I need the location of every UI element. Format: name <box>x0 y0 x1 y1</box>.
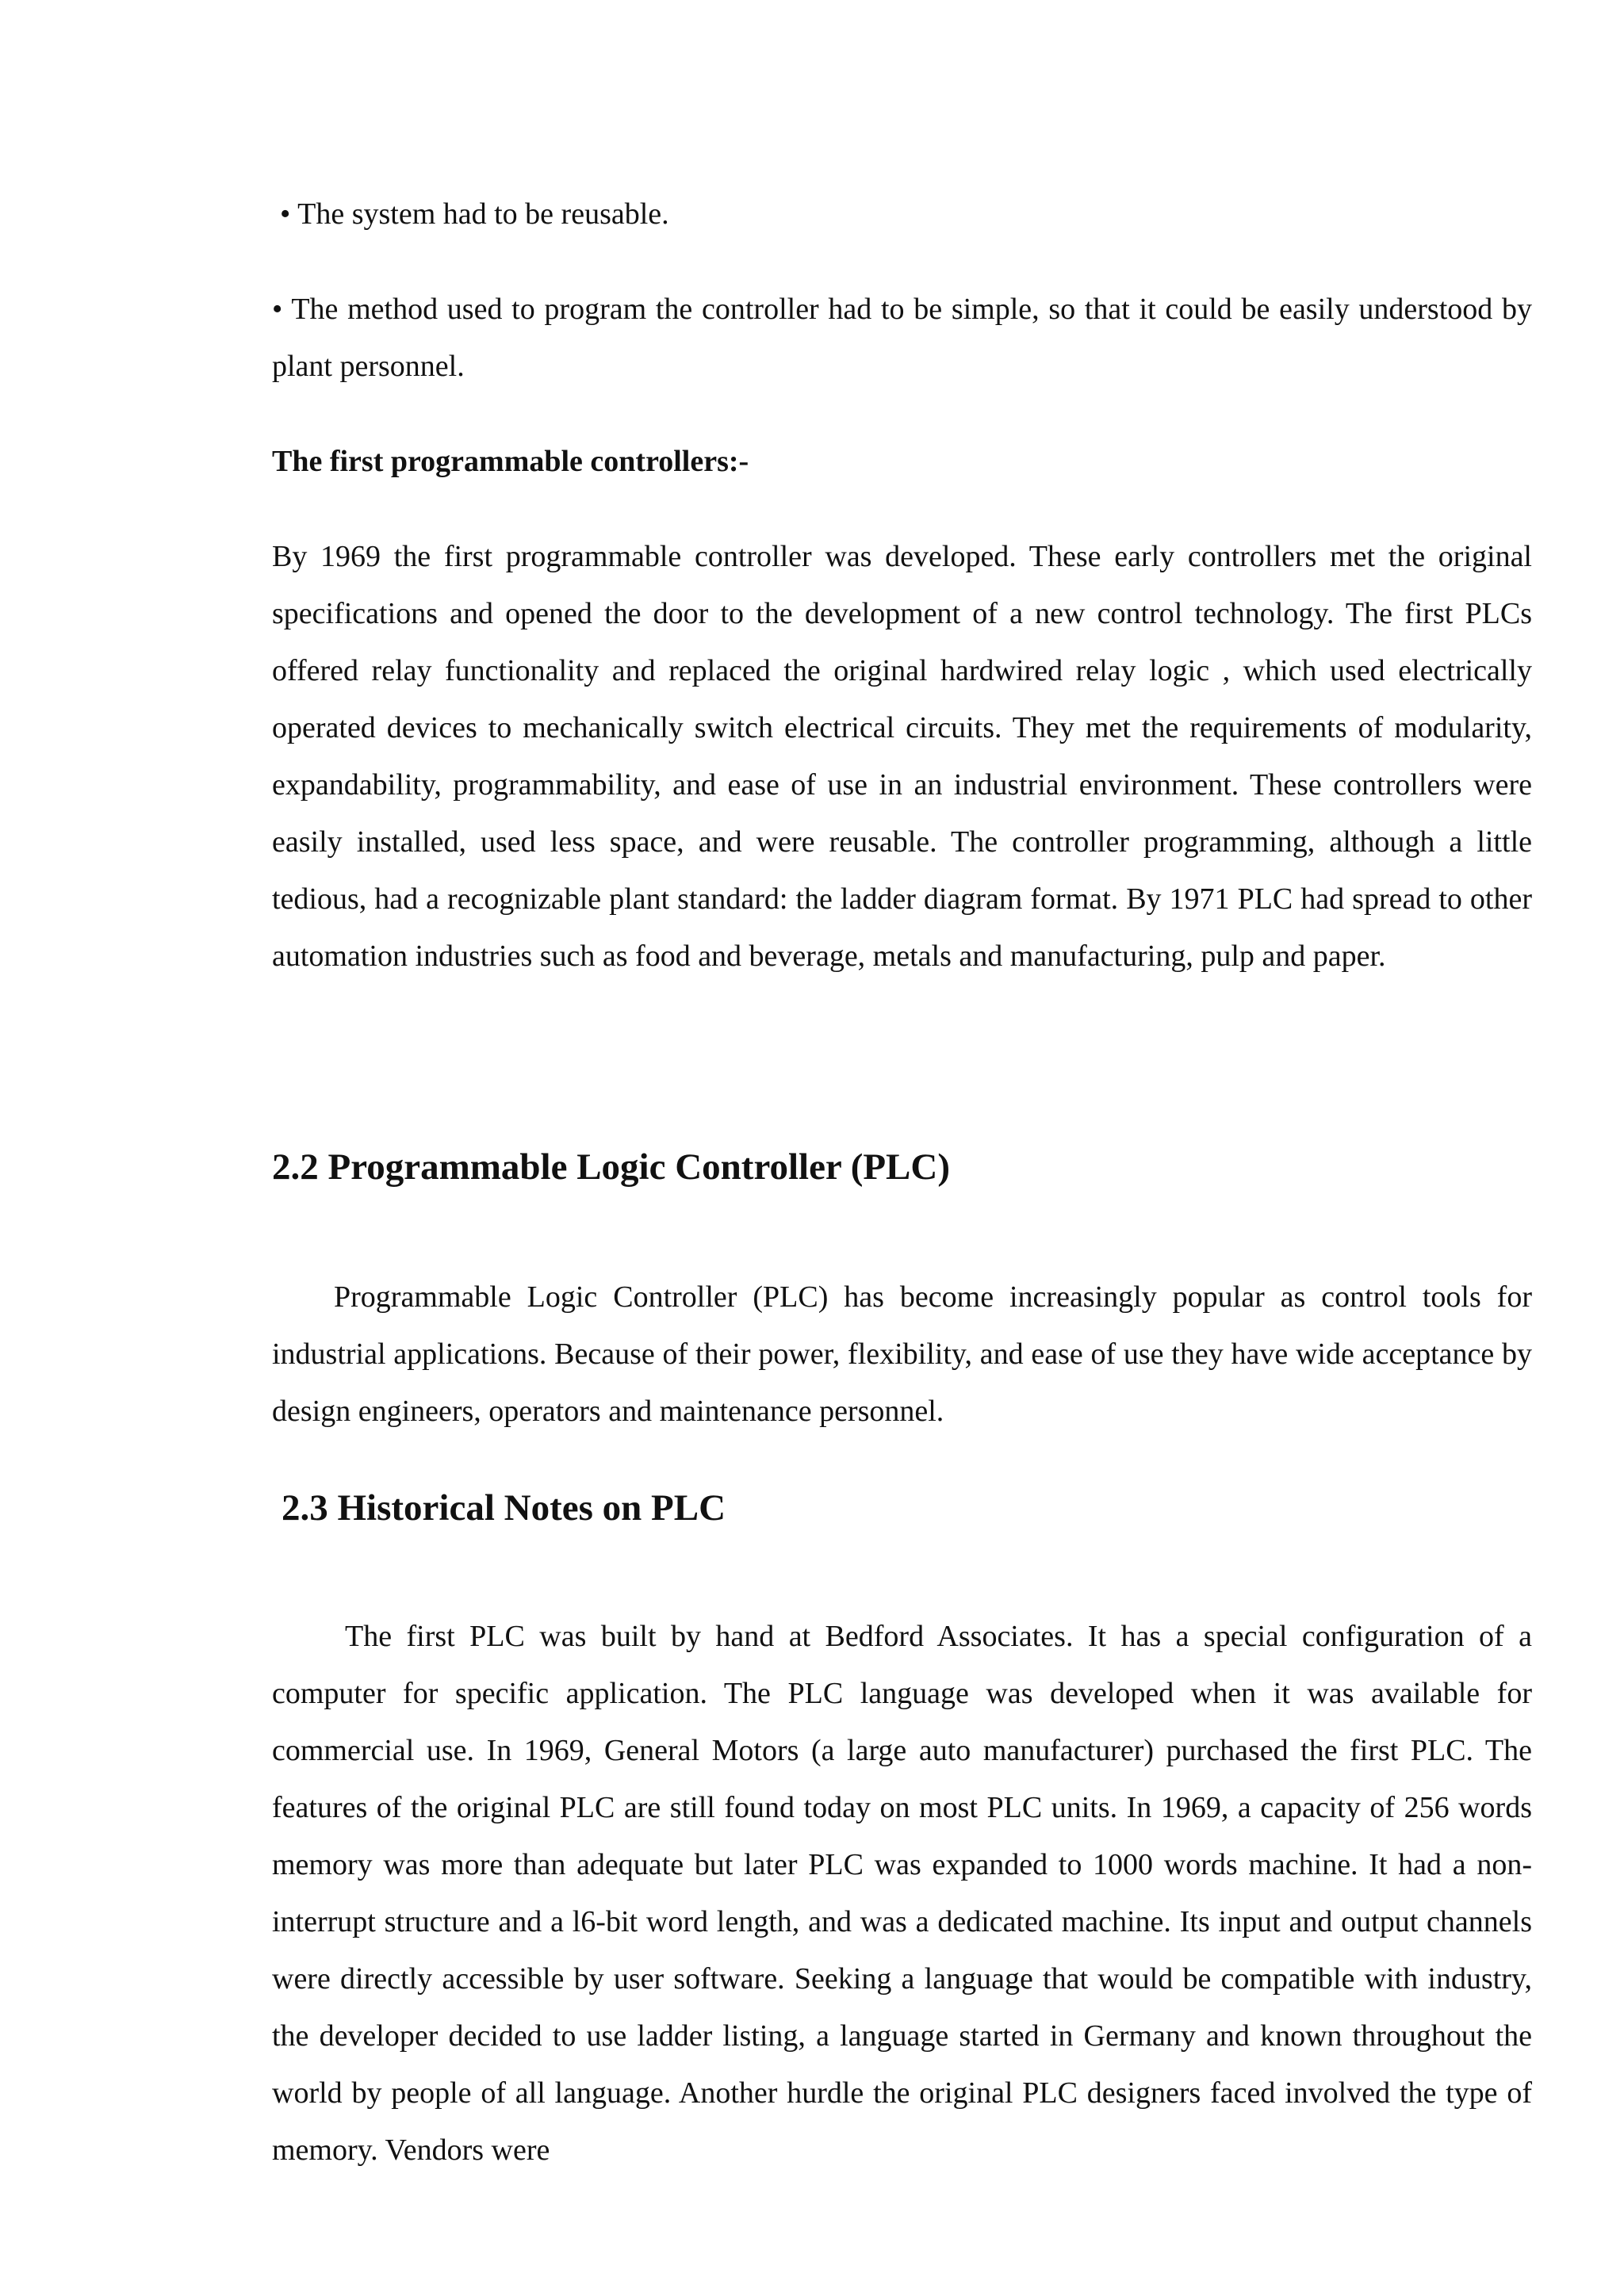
paragraph-text: The first PLC was built by hand at Bedford Associates. It has a special configuration of a computer for specific application. The PLC language was developed when it was available for commercial use. In 1969, General Motors (a large auto manufacturer) purchased the first PLC. The features of the original PLC are still found today on most PLC units. In 1969, a capacity of 256 words memory was more than adequate but later PLC was expanded to 1000 words machine. It had a non-interrupt structure and a l6-bit word length, and was a dedicated machine. Its input and output channels were directly accessible by user software. Seeking a language that would be compatible with industry, the developer decided to use ladder listing, a language started in Germany and known throughout the world by people of all language. Another hurdle the original PLC designers faced involved the type of memory. Vendors were <box>272 1620 1532 2167</box>
section-title: 2.3 Historical Notes on PLC <box>282 1487 726 1529</box>
bullet-simple-programming <box>272 281 1532 395</box>
paragraph-2-3 <box>272 1608 1532 2179</box>
bullet-reusable <box>272 186 1532 243</box>
paragraph-text: Programmable Logic Controller (PLC) has become increasingly popular as control tools for industrial applications. Because of their power, flexibility, and ease of use they have wide acceptance by design engineers, operators and maintenance personnel. <box>272 1280 1532 1428</box>
subheading-first-controllers <box>272 433 1532 490</box>
bullet-text: • The method used to program the controller had to be simple, so that it could be easily understood by plant personnel. <box>272 293 1532 383</box>
bullet-text: • The system had to be reusable. <box>280 197 669 231</box>
section-heading-2-2 <box>272 1138 1532 1196</box>
section-heading-2-3 <box>282 1479 1542 1536</box>
section-title: 2.2 Programmable Logic Controller (PLC) <box>272 1146 950 1188</box>
paragraph-text: By 1969 the first programmable controller was developed. These early controllers met the original specifications and opened the door to the development of a new control technology. The first PLCs offered relay functionality and replaced the original hardwired relay logic , which used electrically operated devices to mechanically switch electrical circuits. They met the requirements of modularity, expandability, programmability, and ease of use in an industrial environment. These controllers were easily installed, used less space, and were reusable. The controller programming, although a little tedious, had a recognizable plant standard: the ladder diagram format. By 1971 PLC had spread to other automation industries such as food and beverage, metals and manufacturing, pulp and paper. <box>272 540 1532 973</box>
paragraph-2-2 <box>272 1269 1532 1440</box>
paragraph-first-controllers <box>272 528 1532 985</box>
subheading-text: The first programmable controllers:- <box>272 445 749 478</box>
